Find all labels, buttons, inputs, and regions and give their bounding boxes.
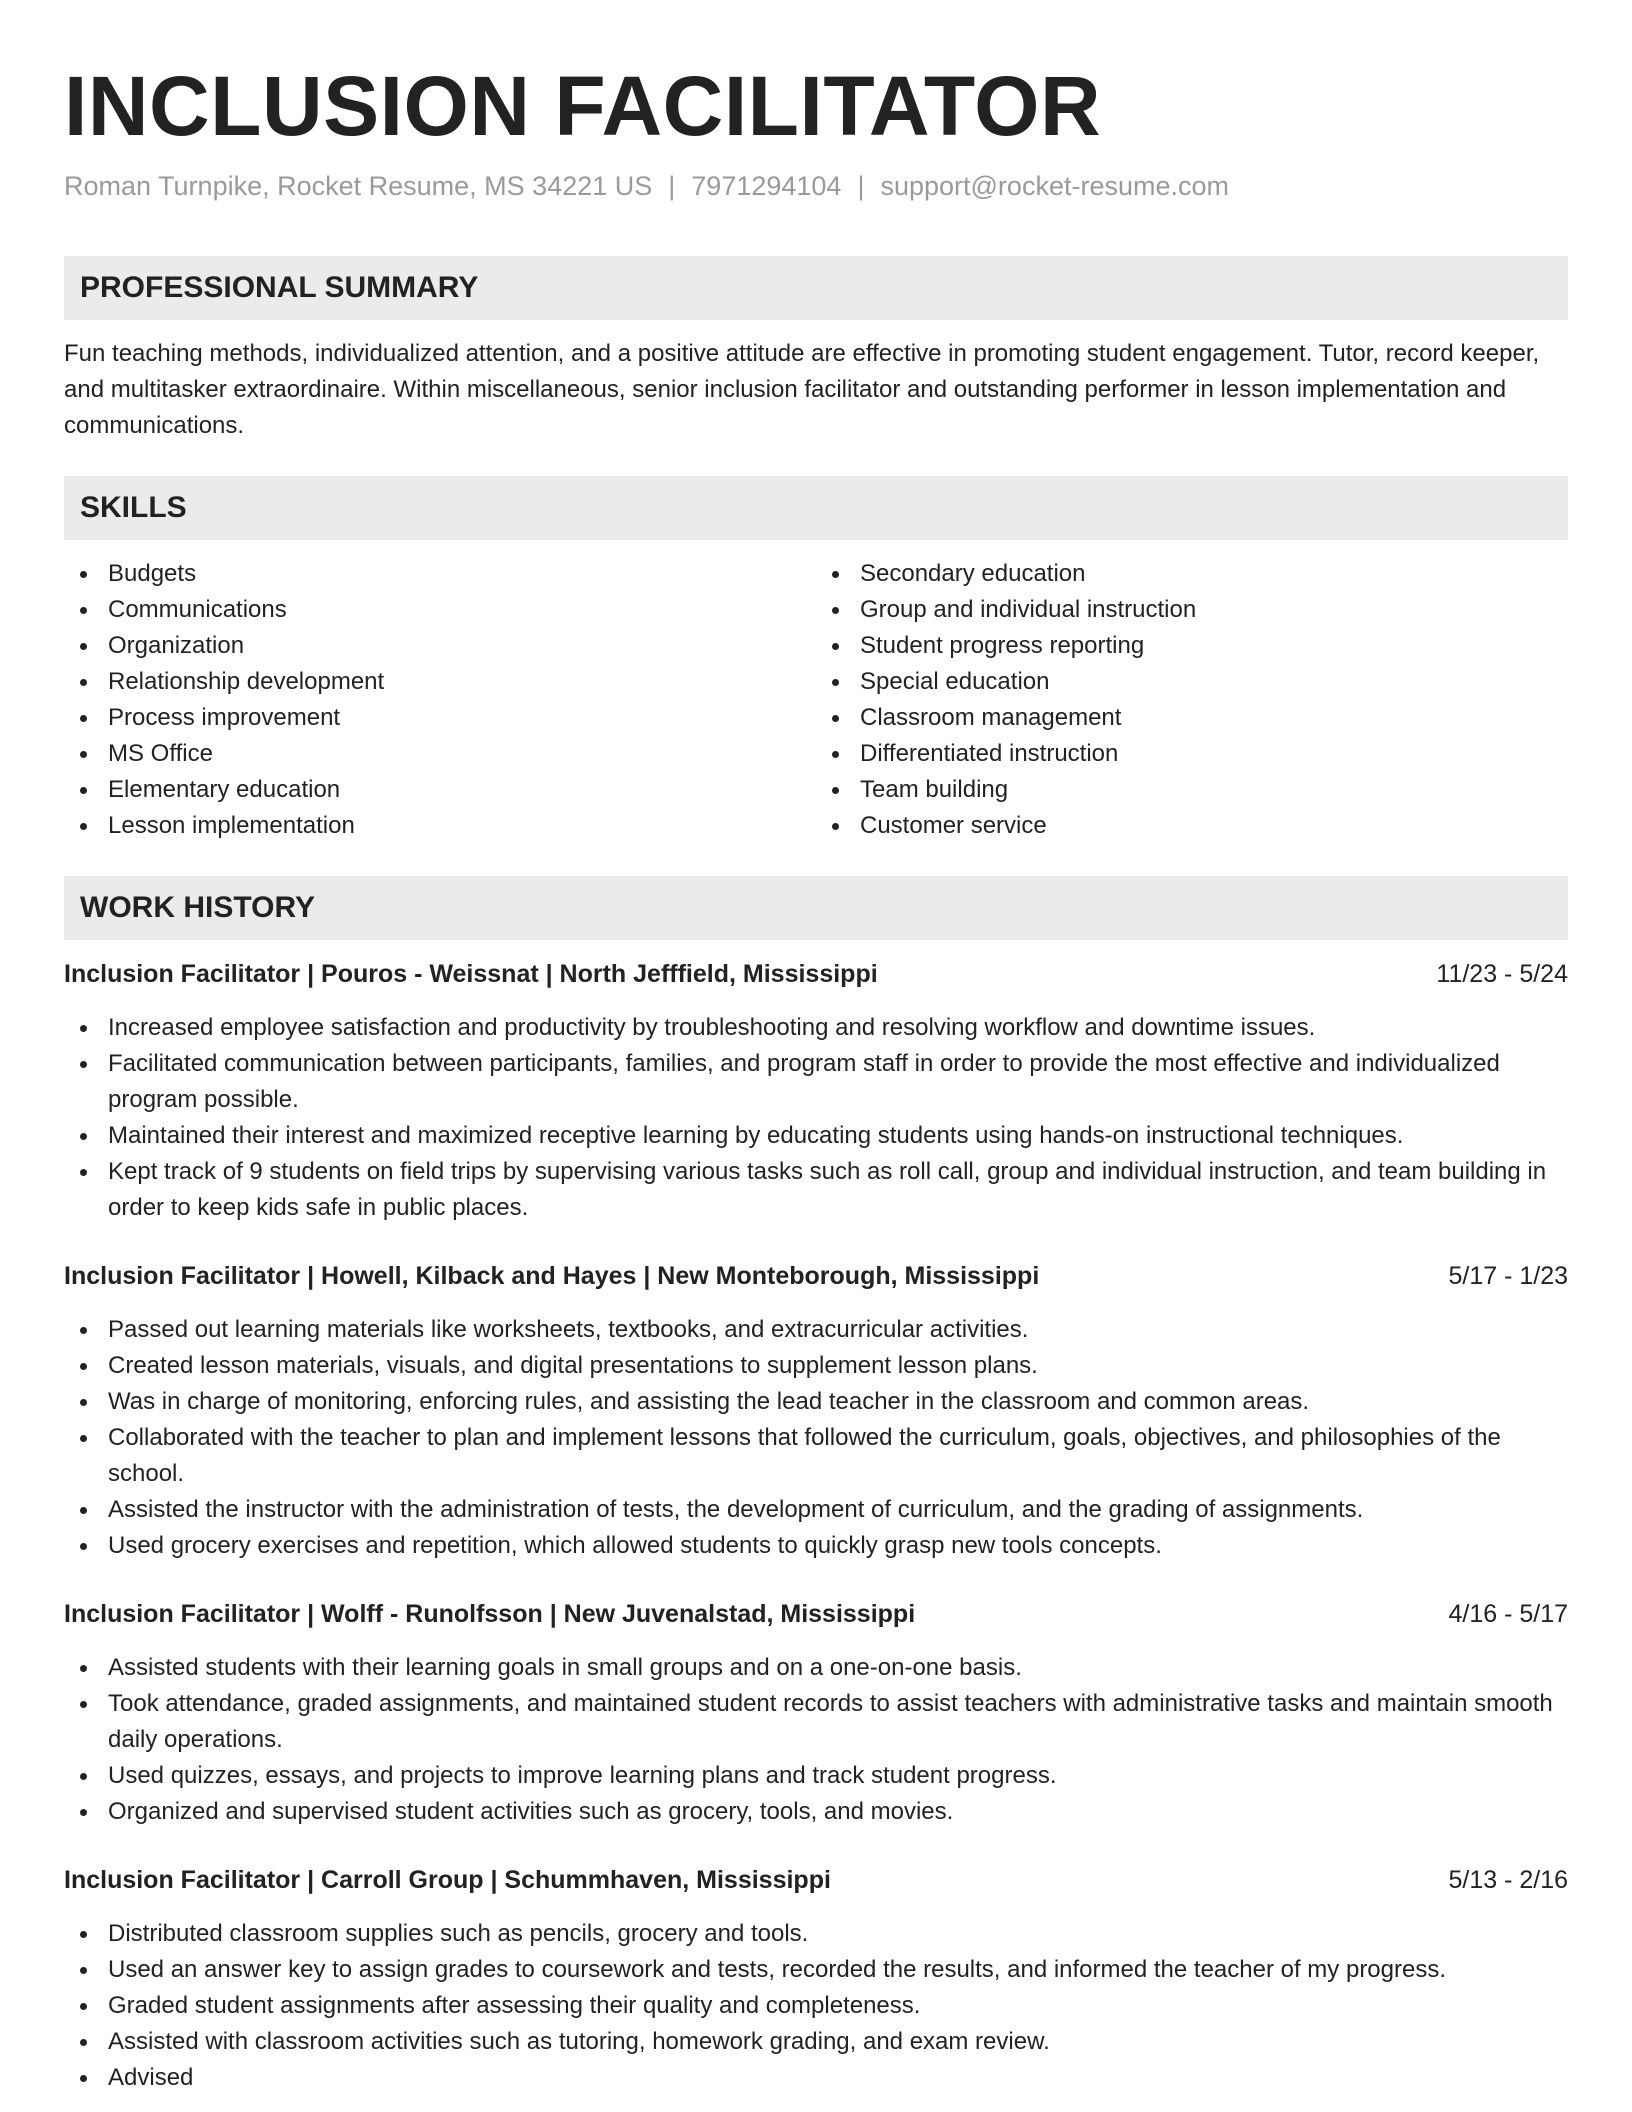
- job-bullets: [64, 1010, 1568, 1226]
- contact-address: Roman Turnpike, Rocket Resume, MS 34221 US: [64, 171, 653, 201]
- job-dates: 4/16 - 5/17: [1448, 1600, 1568, 1628]
- job-bullet: Used an answer key to assign grades to coursework and tests, recorded the results, and informed the teacher of my progress.: [64, 1952, 1568, 1988]
- job-bullet: Advised: [64, 2060, 1568, 2096]
- resume-name: INCLUSION FACILITATOR: [64, 59, 1102, 153]
- job-bullet: Assisted students with their learning goals in small groups and on a one-on-one basis.: [64, 1650, 1568, 1686]
- job-bullet: Used quizzes, essays, and projects to improve learning plans and track student progress.: [64, 1758, 1568, 1794]
- job-bullet: Kept track of 9 students on field trips by supervising various tasks such as roll call, group and individual instruction, and team building in order to keep kids safe in public places.: [64, 1154, 1568, 1226]
- job-dates: 5/13 - 2/16: [1448, 1866, 1568, 1894]
- skill-item: Team building: [816, 772, 1568, 808]
- skills-heading: SKILLS: [64, 476, 1568, 540]
- job-bullet: Passed out learning materials like worksheets, textbooks, and extracurricular activities.: [64, 1312, 1568, 1348]
- work-history-heading: WORK HISTORY: [64, 876, 1568, 940]
- skill-item: Lesson implementation: [64, 808, 816, 844]
- skill-item: Group and individual instruction: [816, 592, 1568, 628]
- job-bullets: [64, 1916, 1568, 2096]
- job-bullet: Maintained their interest and maximized receptive learning by educating students using hands-on instructional techniques.: [64, 1118, 1568, 1154]
- job-dates: 11/23 - 5/24: [1436, 960, 1568, 988]
- job-entry: [64, 1862, 1568, 2096]
- skill-item: Classroom management: [816, 700, 1568, 736]
- job-header: [64, 1862, 1568, 1898]
- skill-item: Relationship development: [64, 664, 816, 700]
- job-bullet: Collaborated with the teacher to plan and implement lessons that followed the curriculum, goals, objectives, and philosophies of the school.: [64, 1420, 1568, 1492]
- skill-item: MS Office: [64, 736, 816, 772]
- skill-item: Student progress reporting: [816, 628, 1568, 664]
- job-title: Inclusion Facilitator | Pouros - Weissnat | North Jefffield, Mississippi: [64, 960, 878, 988]
- summary-text: Fun teaching methods, individualized attention, and a positive attitude are effective in promoting student engagement. Tutor, record keeper, and multitasker extraordinaire. Within miscellaneous, senior inclusion facilitator and outstanding performer in lesson implementation and communications.: [64, 340, 1540, 439]
- skill-item: Elementary education: [64, 772, 816, 808]
- job-title: Inclusion Facilitator | Wolff - Runolfsson | New Juvenalstad, Mississippi: [64, 1600, 916, 1628]
- job-header: [64, 956, 1568, 992]
- job-title: Inclusion Facilitator | Carroll Group | Schummhaven, Mississippi: [64, 1866, 831, 1894]
- skill-item: Differentiated instruction: [816, 736, 1568, 772]
- job-dates: 5/17 - 1/23: [1448, 1262, 1568, 1290]
- job-header: [64, 1258, 1568, 1294]
- job-bullet: Increased employee satisfaction and productivity by troubleshooting and resolving workflow and downtime issues.: [64, 1010, 1568, 1046]
- skill-item: Secondary education: [816, 556, 1568, 592]
- skill-item: Process improvement: [64, 700, 816, 736]
- job-bullet: Facilitated communication between participants, families, and program staff in order to provide the most effective and individualized program possible.: [64, 1046, 1568, 1118]
- job-entry: [64, 1258, 1568, 1564]
- job-title: Inclusion Facilitator | Howell, Kilback and Hayes | New Monteborough, Mississippi: [64, 1262, 1040, 1290]
- job-bullet: Assisted with classroom activities such as tutoring, homework grading, and exam review.: [64, 2024, 1568, 2060]
- job-bullet: Graded student assignments after assessing their quality and completeness.: [64, 1988, 1568, 2024]
- skill-item: Communications: [64, 592, 816, 628]
- contact-line: [64, 168, 1568, 204]
- job-bullets: [64, 1312, 1568, 1564]
- job-entry: [64, 1596, 1568, 1830]
- job-entry: [64, 956, 1568, 1226]
- job-bullet: Organized and supervised student activities such as grocery, tools, and movies.: [64, 1794, 1568, 1830]
- job-bullet: Used grocery exercises and repetition, which allowed students to quickly grasp new tools concepts.: [64, 1528, 1568, 1564]
- skill-item: Organization: [64, 628, 816, 664]
- skill-item: Customer service: [816, 808, 1568, 844]
- skill-item: Special education: [816, 664, 1568, 700]
- skill-item: Budgets: [64, 556, 816, 592]
- contact-separator: |: [668, 171, 676, 201]
- job-header: [64, 1596, 1568, 1632]
- skills-column-left: [64, 556, 816, 844]
- skills-column-right: [816, 556, 1568, 844]
- job-bullet: Assisted the instructor with the administration of tests, the development of curriculum, and the grading of assignments.: [64, 1492, 1568, 1528]
- summary-heading: PROFESSIONAL SUMMARY: [64, 256, 1568, 320]
- job-bullet: Created lesson materials, visuals, and digital presentations to supplement lesson plans.: [64, 1348, 1568, 1384]
- contact-phone: 7971294104: [691, 171, 842, 201]
- contact-email: support@rocket-resume.com: [880, 171, 1229, 201]
- skills-list: [64, 556, 1568, 844]
- job-bullet: Took attendance, graded assignments, and maintained student records to assist teachers with administrative tasks and maintain smooth daily operations.: [64, 1686, 1568, 1758]
- job-bullets: [64, 1650, 1568, 1830]
- contact-separator: |: [857, 171, 865, 201]
- job-bullet: Was in charge of monitoring, enforcing rules, and assisting the lead teacher in the classroom and common areas.: [64, 1384, 1568, 1420]
- job-bullet: Distributed classroom supplies such as pencils, grocery and tools.: [64, 1916, 1568, 1952]
